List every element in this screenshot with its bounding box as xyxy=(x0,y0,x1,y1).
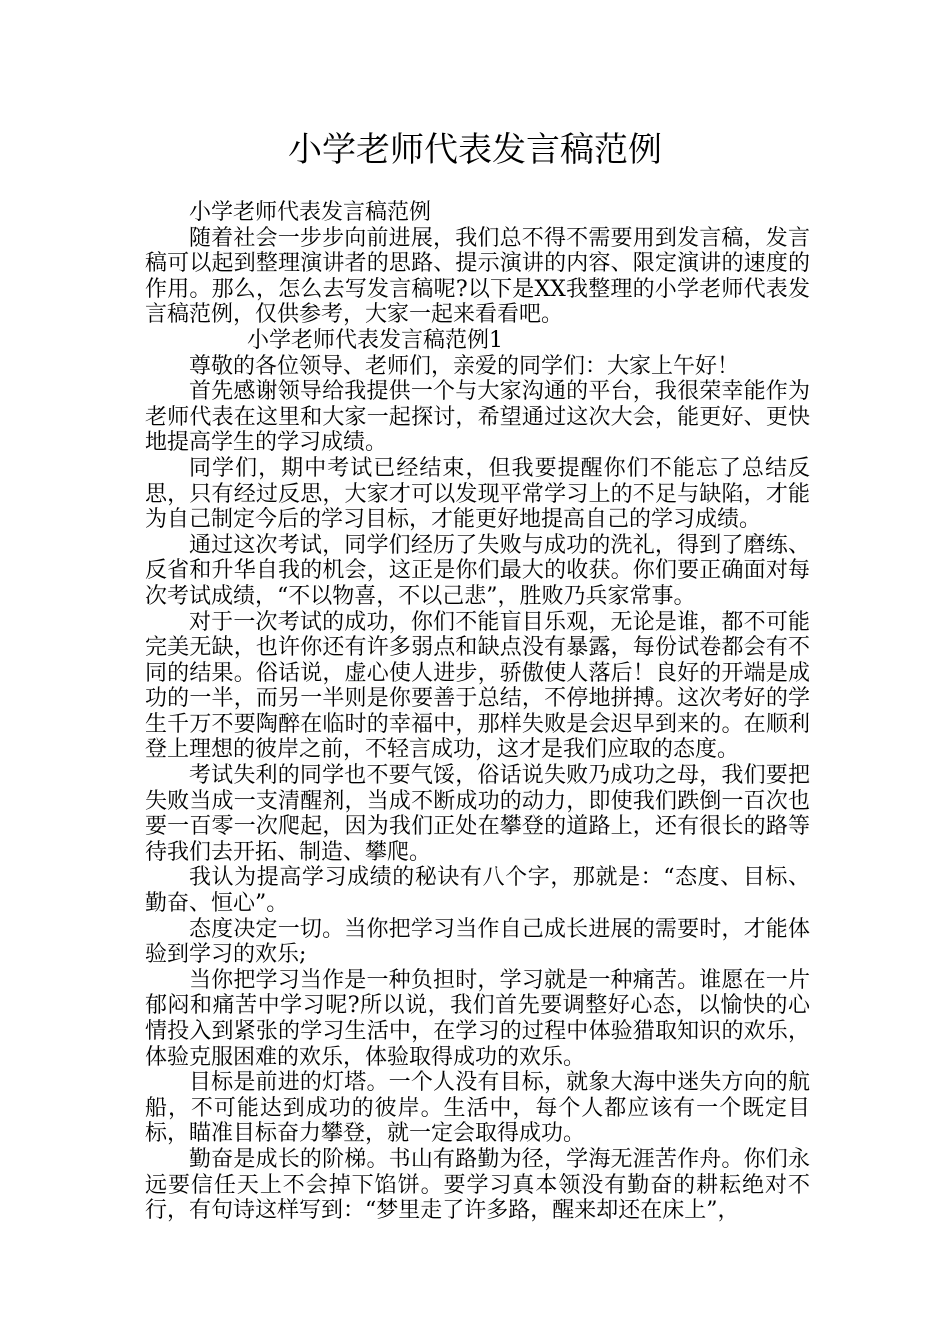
paragraph: 勤奋是成长的阶梯。书山有路勤为径，学海无涯苦作舟。你们永远要信任天上不会掉下馅饼。要学习真本领没有勤奋的耕耘绝对不行，有句诗这样写到：“梦里走了许多路，醒来却还在床上”， xyxy=(145,1146,810,1224)
paragraph: 目标是前进的灯塔。一个人没有目标，就象大海中迷失方向的航船，不可能达到成功的彼岸。生活中，每个人都应该有一个既定目标，瞄准目标奋力攀登，就一定会取得成功。 xyxy=(145,1070,810,1147)
paragraph: 首先感谢领导给我提供一个与大家沟通的平台，我很荣幸能作为老师代表在这里和大家一起探讨，希望通过这次大会，能更好、更快地提高学生的学习成绩。 xyxy=(145,379,810,456)
paragraph: 小学老师代表发言稿范例 xyxy=(189,200,432,225)
paragraph: 同学们，期中考试已经结束，但我要提醒你们不能忘了总结反思，只有经过反思，大家才可以发现平常学习上的不足与缺陷，才能为自己制定今后的学习目标，才能更好地提高自己的学习成绩。 xyxy=(145,455,810,533)
paragraph: 我认为提高学习成绩的秘诀有八个字，那就是：“态度、目标、勤奋、恒心”。 xyxy=(145,865,810,917)
document-body xyxy=(145,200,810,1224)
document-title: 小学老师代表发言稿范例 xyxy=(288,130,662,170)
paragraph: 通过这次考试，同学们经历了失败与成功的洗礼，得到了磨练、反省和升华自我的机会，这正是你们最大的收获。你们要正确面对每次考试成绩，“不以物喜，不以己悲”，胜败乃兵家常事。 xyxy=(145,532,810,609)
paragraph: 尊敬的各位领导、老师们，亲爱的同学们：大家上午好！ xyxy=(189,353,740,379)
section-heading: 小学老师代表发言稿范例1 xyxy=(247,327,503,353)
paragraph: 考试失利的同学也不要气馁，俗话说失败乃成功之母，我们要把失败当成一支清醒剂，当成不断成功的动力，即使我们跌倒一百次也要一百零一次爬起，因为我们正处在攀登的道路上，还有很长的路等待我们去开拓、制造、攀爬。 xyxy=(145,763,810,865)
paragraph: 态度决定一切。当你把学习当作自己成长进展的需要时，才能体验到学习的欢乐; xyxy=(145,916,810,968)
paragraph: 随着社会一步步向前进展，我们总不得不需要用到发言稿，发言稿可以起到整理演讲者的思路、提示演讲的内容、限定演讲的速度的作用。那么，怎么去写发言稿呢?以下是XX我整理的小学老师代表发言稿范例，仅供参考，大家一起来看看吧。 xyxy=(145,225,810,328)
paragraph: 当你把学习当作是一种负担时，学习就是一种痛苦。谁愿在一片郁闷和痛苦中学习呢?所以说，我们首先要调整好心态，以愉快的心情投入到紧张的学习生活中，在学习的过程中体验猎取知识的欢乐，体验克服困难的欢乐，体验取得成功的欢乐。 xyxy=(145,967,810,1070)
paragraph: 对于一次考试的成功，你们不能盲目乐观，无论是谁，都不可能完美无缺，也许你还有许多弱点和缺点没有暴露，每份试卷都会有不同的结果。俗话说，虚心使人进步，骄傲使人落后！良好的开端是成功的一半，而另一半则是你要善于总结，不停地拼搏。这次考好的学生千万不要陶醉在临时的幸福中，那样失败是会迟早到来的。在顺利登上理想的彼岸之前，不轻言成功，这才是我们应取的态度。 xyxy=(145,609,810,763)
